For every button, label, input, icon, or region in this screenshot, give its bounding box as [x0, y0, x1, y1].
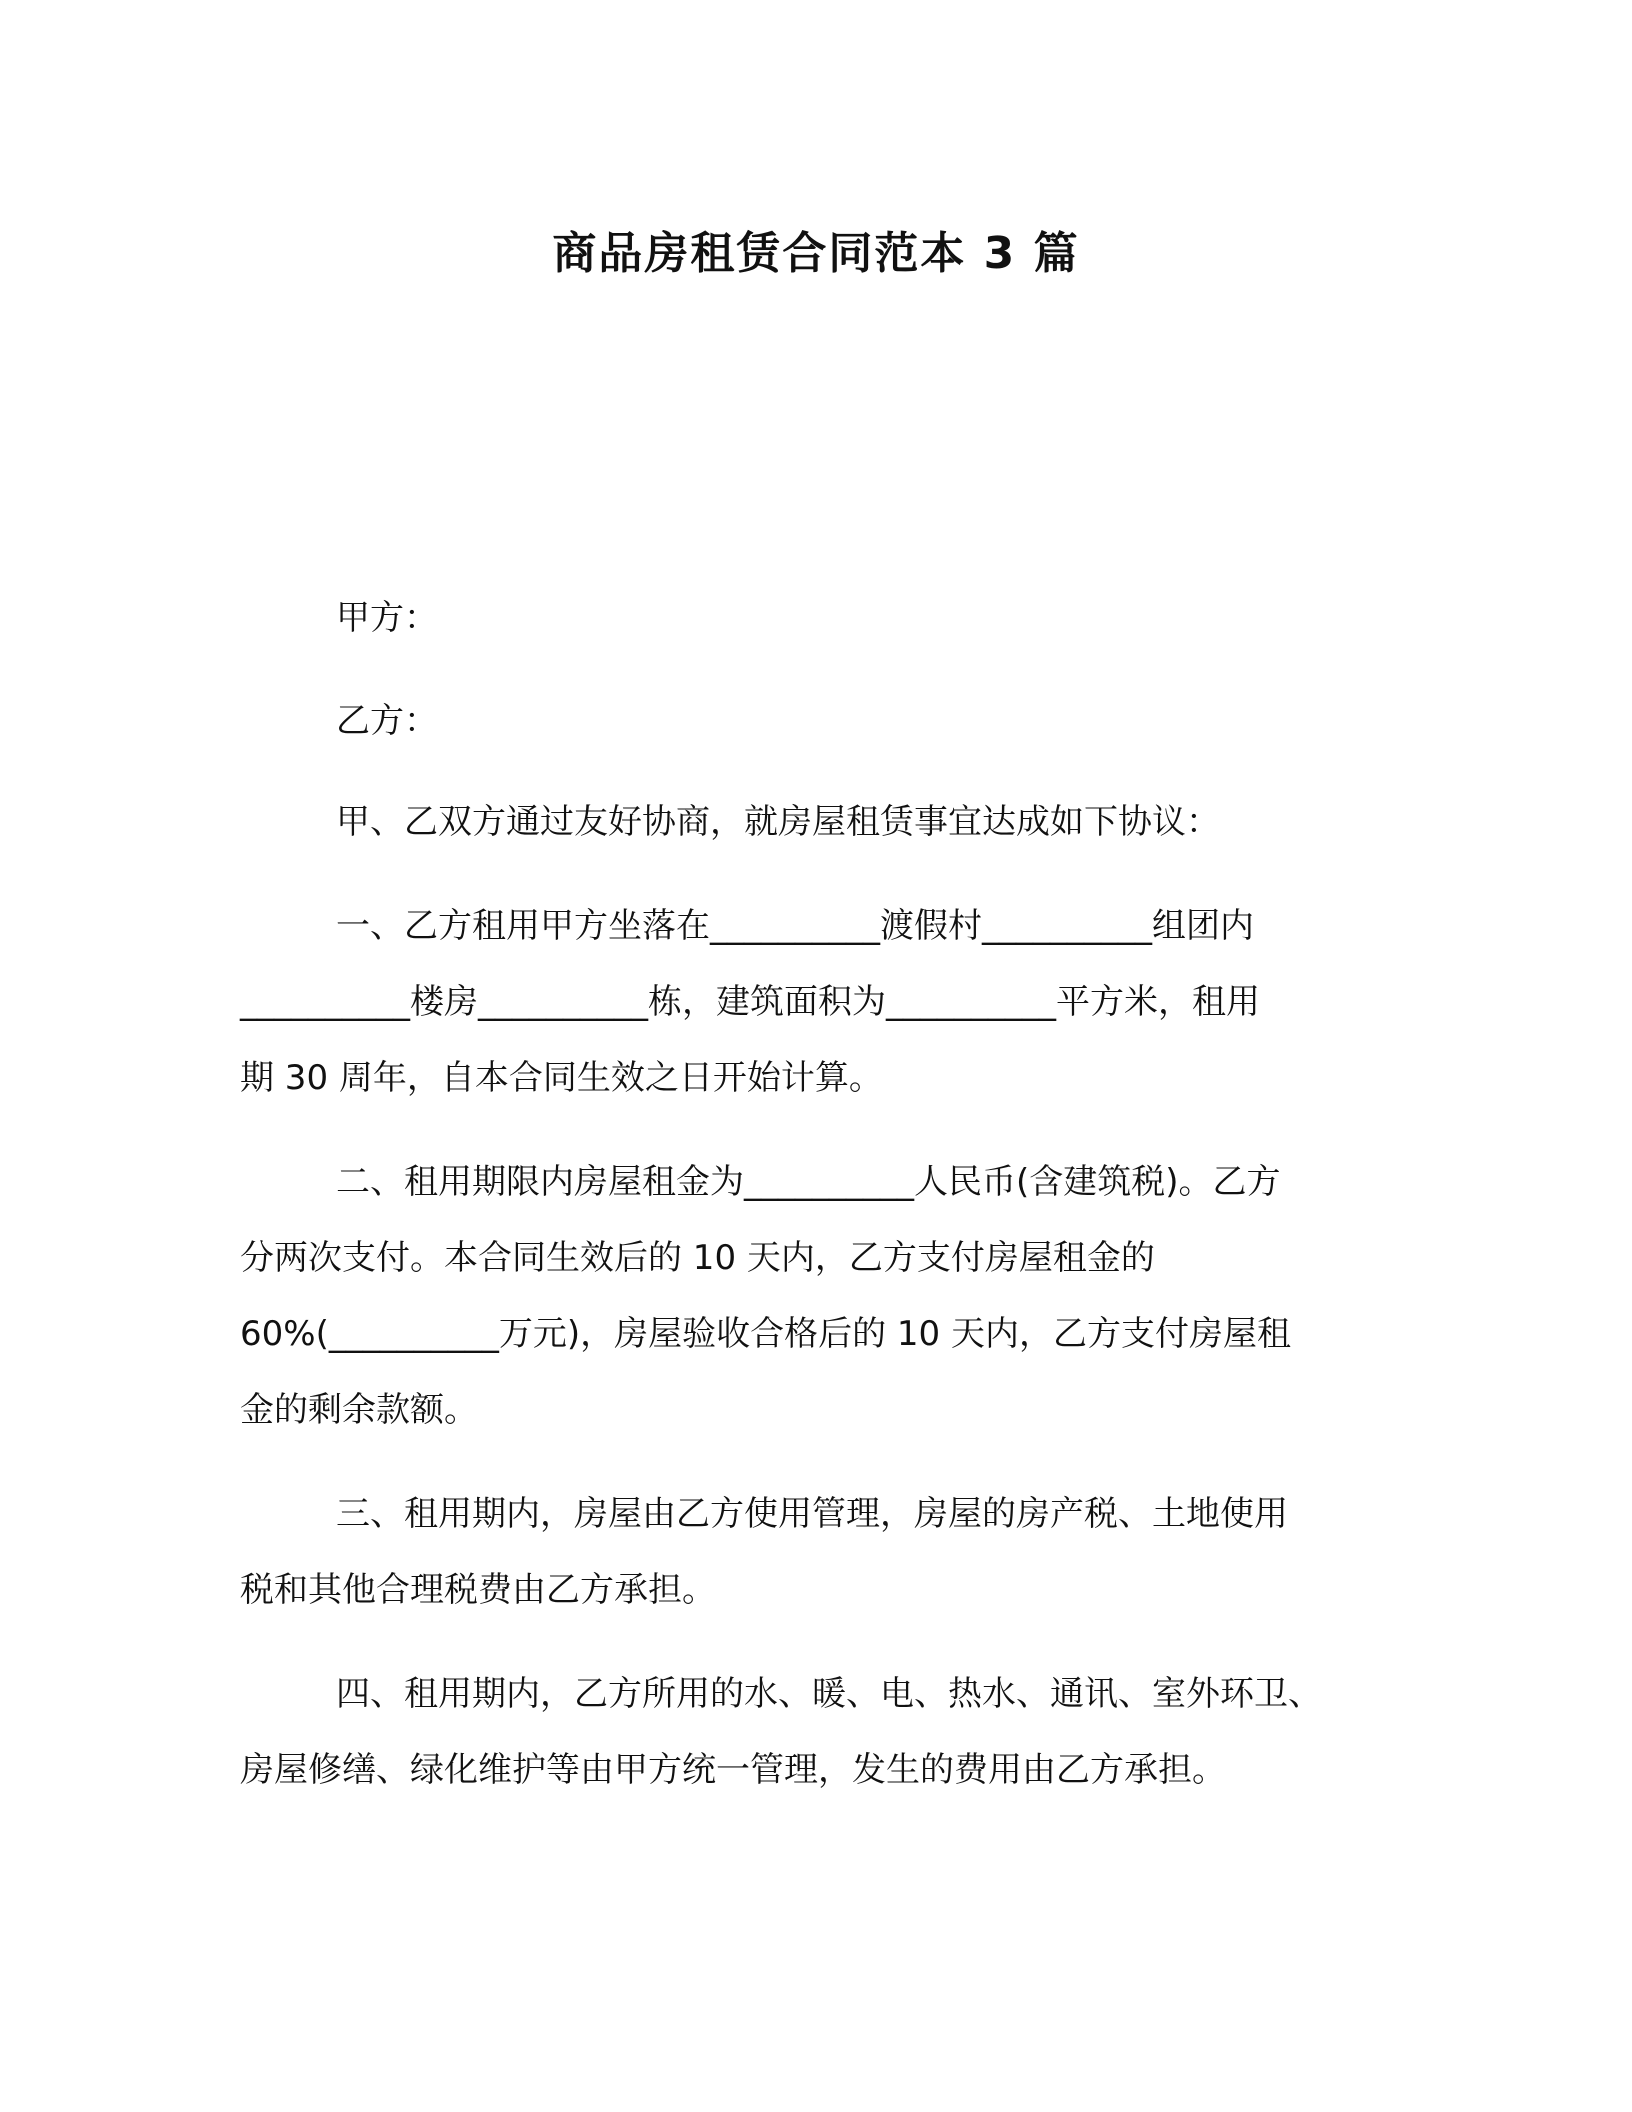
clause-2-line-1: 二、租用期限内房屋租金为__________人民币(含建筑税)。乙方: [336, 1162, 1281, 1202]
party-a-label: 甲方：: [336, 598, 438, 638]
document-title: 商品房租赁合同范本 3 篇: [552, 228, 1080, 279]
clause-1-line-2: __________楼房__________栋，建筑面积为__________平方米，租用: [240, 982, 1260, 1022]
clause-2-line-4: 金的剩余款额。: [240, 1390, 478, 1430]
clause-1-line-3: 期 30 周年，自本合同生效之日开始计算。: [240, 1058, 883, 1098]
clause-4-line-1: 四、租用期内，乙方所用的水、暖、电、热水、通讯、室外环卫、: [336, 1674, 1322, 1714]
intro-paragraph: 甲、乙双方通过友好协商，就房屋租赁事宜达成如下协议：: [336, 802, 1220, 842]
clause-4-line-2: 房屋修缮、绿化维护等由甲方统一管理，发生的费用由乙方承担。: [240, 1750, 1226, 1790]
clause-2-line-2: 分两次支付。本合同生效后的 10 天内，乙方支付房屋租金的: [240, 1238, 1155, 1278]
party-b-label: 乙方：: [336, 701, 438, 741]
clause-1-line-1: 一、乙方租用甲方坐落在__________渡假村__________组团内: [336, 906, 1254, 946]
clause-3-line-1: 三、租用期内，房屋由乙方使用管理，房屋的房产税、土地使用: [336, 1494, 1288, 1534]
clause-2-line-3: 60%(__________万元)，房屋验收合格后的 10 天内，乙方支付房屋租: [240, 1314, 1291, 1354]
clause-3-line-2: 税和其他合理税费由乙方承担。: [240, 1570, 716, 1610]
